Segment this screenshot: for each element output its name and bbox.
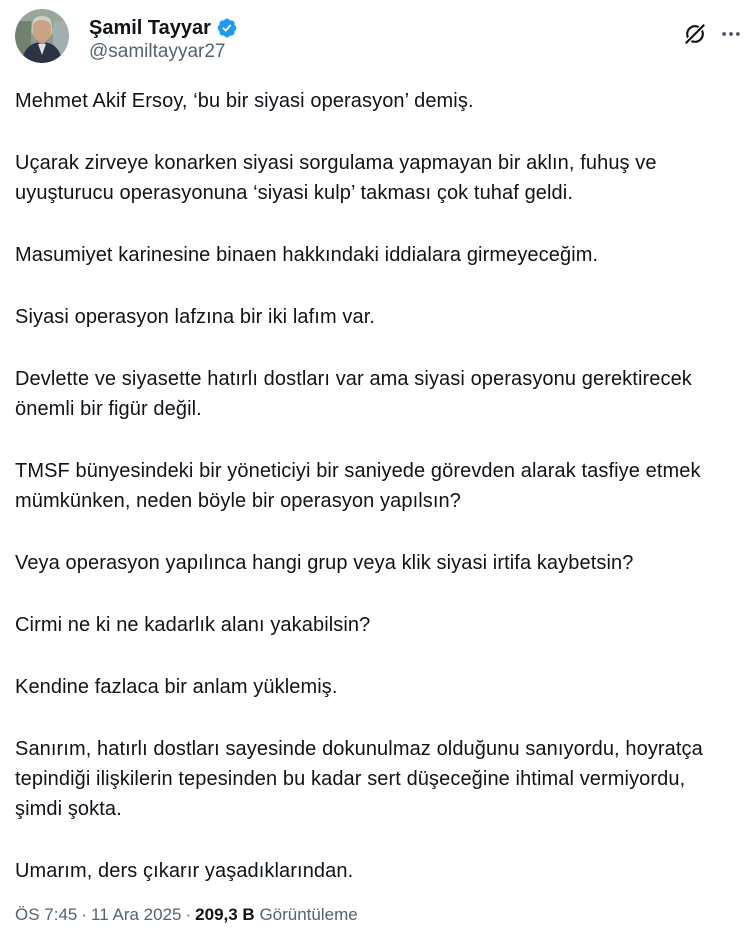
user-handle[interactable]: @samiltayyar27 (89, 41, 226, 62)
separator: · (185, 905, 192, 924)
separator: · (81, 905, 88, 924)
tweet-paragraph: TMSF bünyesindeki bir yöneticiyi bir saniyede görevden alarak tasfiye etmek mümkünken, neden böyle bir operasyon yapılsın? (15, 460, 701, 512)
tweet-paragraph: Cirmi ne ki ne kadarlık alanı yakabilsin? (15, 614, 371, 636)
avatar-photo (15, 9, 69, 63)
tweet-paragraph: Umarım, ders çıkarır yaşadıklarından. (15, 860, 354, 882)
tweet-header (0, 0, 750, 63)
tweet-paragraph: Veya operasyon yapılınca hangi grup veya klik siyasi irtifa kaybetsin? (15, 552, 634, 574)
more-dots-icon (720, 23, 742, 48)
name-column (89, 9, 682, 63)
tweet-paragraph: Siyasi operasyon lafzına bir iki lafım var. (15, 306, 376, 328)
views-label: Görüntüleme (259, 905, 358, 924)
display-name-row[interactable] (89, 16, 682, 40)
more-menu-button[interactable] (720, 23, 742, 48)
tweet-date: 11 Ara 2025 (91, 905, 182, 924)
tweet-meta-footer (0, 904, 750, 925)
tweet-paragraph: Devlette ve siyasette hatırlı dostları var ama siyasi operasyonu gerektirecek önemli bir figür değil. (15, 368, 692, 420)
tweet-paragraph: Mehmet Akif Ersoy, ‘bu bir siyasi operasyon’ demiş. (15, 90, 474, 112)
tweet-time: ÖS 7:45 (15, 905, 78, 924)
tweet-paragraph: Uçarak zirveye konarken siyasi sorgulama yapmayan bir aklın, fuhuş ve uyuşturucu operasyonuna ‘siyasi kulp’ takması çok tuhaf geldi. (15, 152, 657, 204)
avatar[interactable] (15, 9, 69, 63)
tweet-paragraph: Masumiyet karinesine binaen hakkındaki iddialara girmeyeceğim. (15, 244, 599, 266)
tweet-paragraph: Kendine fazlaca bir anlam yüklemiş. (15, 676, 338, 698)
grok-actions-button[interactable] (682, 21, 708, 50)
views-count: 209,3 B (195, 905, 255, 924)
grok-icon (682, 21, 708, 50)
tweet-paragraph: Sanırım, hatırlı dostları sayesinde dokunulmaz olduğunu sanıyordu, hoyratça tepindiği ilişkilerin tepesinden bu kadar sert düşeceğine ihtimal vermiyordu, şimdi şokta. (15, 738, 703, 820)
verified-badge-icon[interactable] (216, 17, 238, 39)
header-actions (682, 9, 744, 50)
tweet-body (0, 86, 744, 886)
display-name[interactable]: Şamil Tayyar (89, 17, 211, 39)
